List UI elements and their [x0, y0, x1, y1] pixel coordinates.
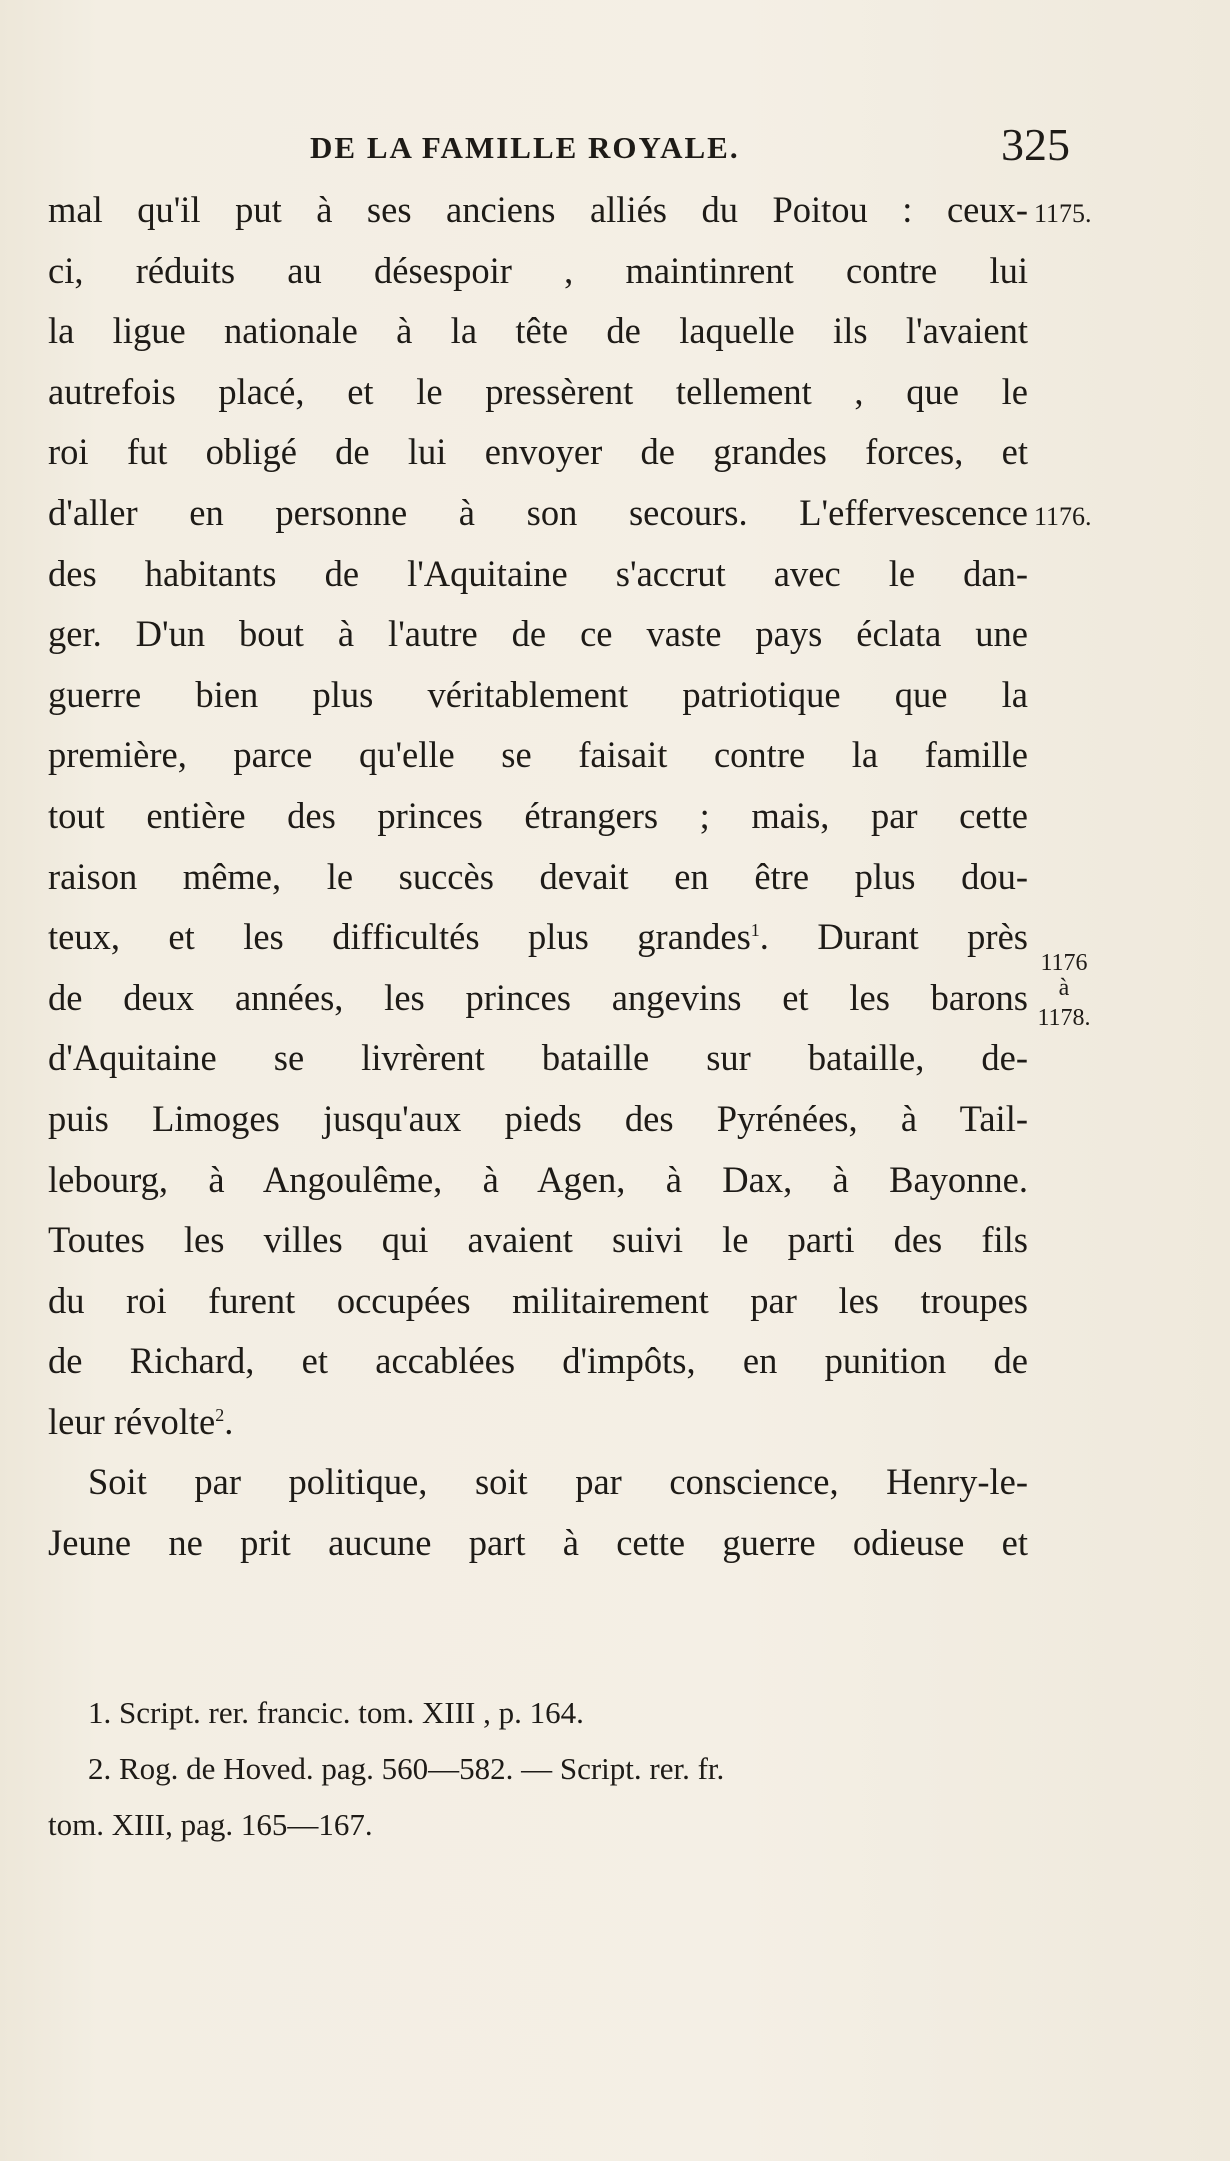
footnote-1: 1. Script. rer. francic. tom. XIII , p. 164. [88, 1695, 584, 1730]
text-line: guerre bien plus véritablement patriotique que la [48, 673, 1028, 715]
margin-year-1176: 1176. [1034, 502, 1092, 531]
text-segment: . [224, 1400, 234, 1442]
text-line: raison même, le succès devait en être plus dou- [48, 855, 1028, 897]
text-line: autrefois placé, et le pressèrent tellement , que le [48, 370, 1028, 412]
text-line: de Richard, et accablées d'impôts, en punition de [48, 1340, 1028, 1382]
margin-year-1175: 1175. [1034, 199, 1092, 228]
text-line: Jeune ne prit aucune part à cette guerre odieuse et [48, 1522, 1028, 1564]
footnote-2: 2. Rog. de Hoved. pag. 560—582. — Script. rer. fr. [88, 1751, 725, 1786]
text-line: Toutes les villes qui avaient suivi le parti des fils [48, 1219, 1028, 1261]
text-line-with-note [48, 1392, 1028, 1453]
text-line: d'aller en personne à son secours. L'effervescence [48, 491, 1028, 533]
text-line: première, parce qu'elle se faisait contre la famille [48, 734, 1028, 776]
text-line: puis Limoges jusqu'aux pieds des Pyrénées, à Tail- [48, 1097, 1028, 1139]
text-line: roi fut obligé de lui envoyer de grandes forces, et [48, 431, 1028, 473]
running-title: DE LA FAMILLE ROYALE. [310, 130, 740, 165]
text-segment: leur révolte [48, 1400, 216, 1442]
footnote-2-continued: tom. XIII, pag. 165—167. [48, 1807, 373, 1842]
body-text [48, 180, 1028, 1574]
text-line: lebourg, à Angoulême, à Agen, à Dax, à Bayonne. [48, 1158, 1028, 1200]
margin-range-start: 1176 [1040, 950, 1088, 976]
page-number: 325 [1001, 119, 1070, 170]
text-line: d'Aquitaine se livrèrent bataille sur bataille, de- [48, 1037, 1028, 1079]
text-line: de deux années, les princes angevins et les barons [48, 976, 1028, 1018]
text-line: Soit par politique, soit par conscience, Henry-le- [88, 1461, 1028, 1503]
text-segment: . Durant près [759, 916, 1028, 958]
text-segment: teux, et les difficultés plus grandes [48, 916, 751, 958]
margin-range-end: 1178. [1037, 1005, 1091, 1031]
text-line: ger. D'un bout à l'autre de ce vaste pays éclata une [48, 613, 1028, 655]
footnote-ref: 1 [750, 919, 760, 940]
text-line: du roi furent occupées militairement par les troupes [48, 1279, 1028, 1321]
text-line: tout entière des princes étrangers ; mais, par cette [48, 794, 1028, 836]
text-line: des habitants de l'Aquitaine s'accrut avec le dan- [48, 552, 1028, 594]
text-line: ci, réduits au désespoir , maintinrent contre lui [48, 249, 1028, 291]
footnotes [48, 1685, 1028, 1853]
text-line: la ligue nationale à la tête de laquelle ils l'avaient [48, 310, 1028, 352]
page-header [310, 118, 1070, 178]
footnote-ref: 2 [215, 1404, 225, 1425]
margin-range-sep: à [1058, 975, 1070, 1001]
text-line-with-note [48, 907, 1028, 968]
text-line: mal qu'il put à ses anciens alliés du Poitou : ceux- [48, 189, 1028, 230]
